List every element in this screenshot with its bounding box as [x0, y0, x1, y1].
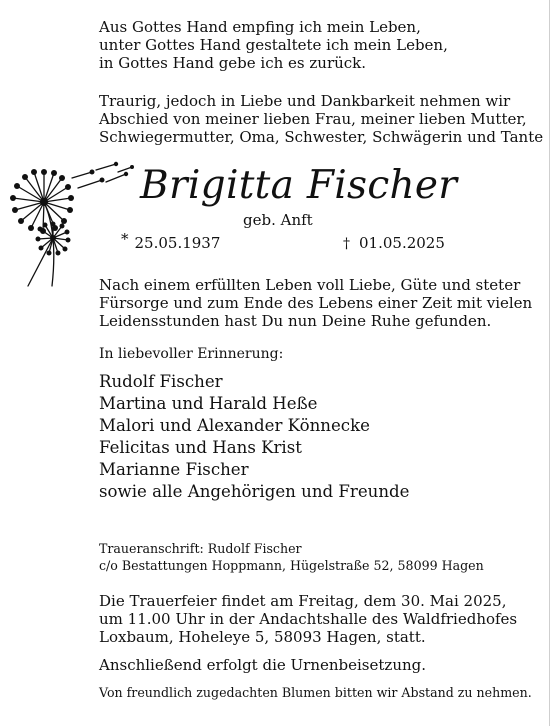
- death-symbol: †: [343, 236, 350, 252]
- address-line: Traueranschrift: Rudolf Fischer: [99, 541, 302, 556]
- birth-symbol: *: [121, 230, 129, 248]
- tribute-line: Nach einem erfüllten Leben voll Liebe, Güte und steter: [99, 276, 521, 294]
- tribute-line: Fürsorge und zum Ende des Lebens einer Zeit mit vielen: [99, 294, 533, 312]
- urn-burial-note: Anschließend erfolgt die Urnenbeisetzung.: [99, 656, 427, 674]
- mourner: Malori und Alexander Könnecke: [99, 416, 370, 435]
- flowers-note: Von freundlich zugedachten Blumen bitten wir Abstand zu nehmen.: [99, 685, 532, 700]
- mourner: Marianne Fischer: [99, 460, 249, 479]
- poem-line: Aus Gottes Hand empfing ich mein Leben,: [99, 18, 421, 36]
- intro-line: Schwiegermutter, Oma, Schwester, Schwägerin und Tante: [99, 128, 544, 146]
- memory-heading: In liebevoller Erinnerung:: [99, 346, 284, 362]
- dandelion-icon: [0, 158, 140, 288]
- mourner: sowie alle Angehörigen und Freunde: [99, 482, 410, 501]
- mourner: Rudolf Fischer: [99, 372, 223, 391]
- tribute: [99, 276, 543, 330]
- mourning-address: [99, 540, 543, 574]
- poem: [99, 18, 543, 72]
- mourner: Felicitas und Hans Krist: [99, 438, 302, 457]
- intro: [99, 92, 543, 146]
- address-line: c/o Bestattungen Hoppmann, Hügelstraße 52, 58099 Hagen: [99, 558, 484, 573]
- intro-line: Abschied von meiner lieben Frau, meiner lieben Mutter,: [99, 110, 527, 128]
- birth-date: [121, 230, 221, 252]
- service-info: [99, 592, 543, 646]
- service-line: Loxbaum, Hoheleye 5, 58093 Hagen, statt.: [99, 628, 426, 646]
- intro-line: Traurig, jedoch in Liebe und Dankbarkeit nehmen wir: [99, 92, 511, 110]
- poem-line: in Gottes Hand gebe ich es zurück.: [99, 54, 367, 72]
- service-line: Die Trauerfeier findet am Freitag, dem 30. Mai 2025,: [99, 592, 507, 610]
- birth-name: geb. Anft: [243, 211, 313, 229]
- mourners-list: [99, 371, 543, 503]
- birth-date-value: 25.05.1937: [134, 234, 221, 252]
- death-date: [343, 234, 445, 252]
- poem-line: unter Gottes Hand gestaltete ich mein Leben,: [99, 36, 448, 54]
- tribute-line: Leidensstunden hast Du nun Deine Ruhe gefunden.: [99, 312, 492, 330]
- death-date-value: 01.05.2025: [359, 234, 445, 252]
- mourner: Martina und Harald Heße: [99, 394, 318, 413]
- deceased-name: Brigitta Fischer: [140, 163, 458, 208]
- service-line: um 11.00 Uhr in der Andachtshalle des Waldfriedhofes: [99, 610, 518, 628]
